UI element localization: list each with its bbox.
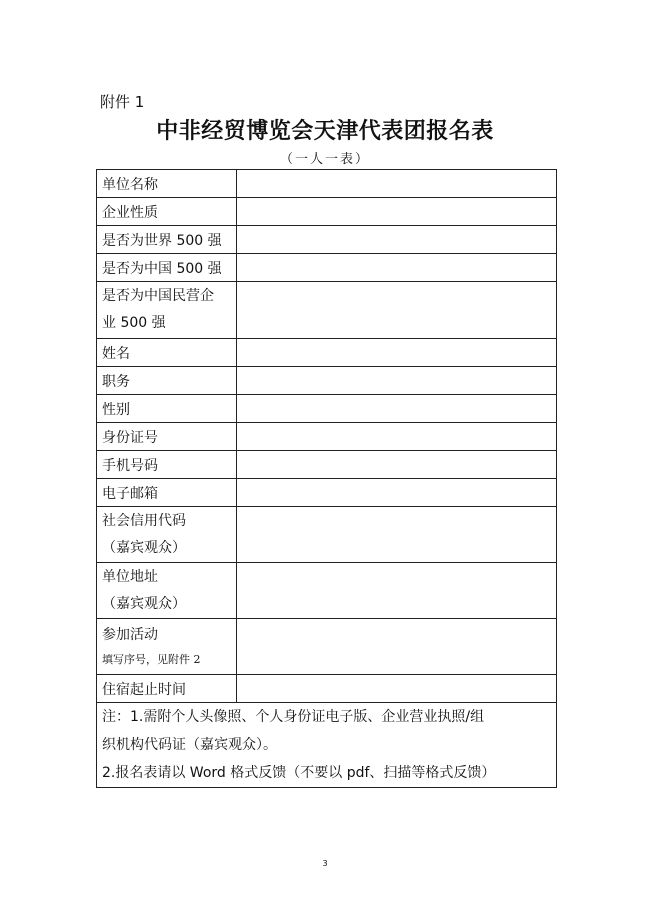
label-china-private-500-line1: 是否为中国民营企 <box>102 288 214 304</box>
form-row-id-number <box>97 423 557 451</box>
form-row-fortune-global-500 <box>97 226 557 254</box>
value-fortune-global-500[interactable] <box>237 226 557 254</box>
note-line-3: 2.报名表请以 Word 格式反馈（不要以 pdf、扫描等格式反馈） <box>102 765 496 781</box>
value-company-name[interactable] <box>237 170 557 198</box>
label-name: 姓名 <box>97 339 237 367</box>
label-company-address-line2: （嘉宾观众） <box>102 595 186 612</box>
form-row-enterprise-type <box>97 198 557 226</box>
value-china-500[interactable] <box>237 254 557 282</box>
value-accommodation-dates[interactable] <box>237 675 557 703</box>
form-row-mobile <box>97 451 557 479</box>
label-company-address-line1: 单位地址 <box>102 568 158 585</box>
value-position[interactable] <box>237 367 557 395</box>
value-id-number[interactable] <box>237 423 557 451</box>
label-gender: 性别 <box>97 395 237 423</box>
form-row-china-500 <box>97 254 557 282</box>
form-row-activities <box>97 619 557 675</box>
attachment-label: 附件 1 <box>100 93 145 111</box>
form-row-china-private-500 <box>97 282 557 339</box>
label-china-500: 是否为中国 500 强 <box>97 254 237 282</box>
label-email: 电子邮箱 <box>97 479 237 507</box>
note-line-2: 织机构代码证（嘉宾观众）。 <box>102 737 277 753</box>
form-row-notes <box>97 703 557 788</box>
form-subtitle: （一人一表） <box>279 152 370 167</box>
label-fortune-global-500: 是否为世界 500 强 <box>97 226 237 254</box>
value-mobile[interactable] <box>237 451 557 479</box>
page-number: 3 <box>322 859 328 868</box>
label-accommodation-dates: 住宿起止时间 <box>97 675 237 703</box>
value-enterprise-type[interactable] <box>237 198 557 226</box>
form-title: 中非经贸博览会天津代表团报名表 <box>156 118 494 144</box>
label-credit-code-line1: 社会信用代码 <box>102 512 186 529</box>
form-row-credit-code <box>97 507 557 563</box>
label-credit-code <box>97 507 237 563</box>
label-activities-hint: 填写序号，见附件 2 <box>102 653 201 666</box>
notes-cell <box>97 703 557 788</box>
registration-form-table <box>96 169 557 788</box>
value-company-address[interactable] <box>237 563 557 619</box>
label-activities <box>97 619 237 675</box>
label-position: 职务 <box>97 367 237 395</box>
label-company-name: 单位名称 <box>97 170 237 198</box>
form-row-accommodation-dates <box>97 675 557 703</box>
form-row-position <box>97 367 557 395</box>
label-enterprise-type: 企业性质 <box>97 198 237 226</box>
label-credit-code-line2: （嘉宾观众） <box>102 539 186 556</box>
form-row-company-address <box>97 563 557 619</box>
value-activities[interactable] <box>237 619 557 675</box>
label-company-address <box>97 563 237 619</box>
label-id-number: 身份证号 <box>97 423 237 451</box>
value-credit-code[interactable] <box>237 507 557 563</box>
label-activities-line1: 参加活动 <box>102 627 158 643</box>
value-china-private-500[interactable] <box>237 282 557 339</box>
form-row-name <box>97 339 557 367</box>
value-email[interactable] <box>237 479 557 507</box>
label-mobile: 手机号码 <box>97 451 237 479</box>
value-name[interactable] <box>237 339 557 367</box>
form-row-email <box>97 479 557 507</box>
value-gender[interactable] <box>237 395 557 423</box>
note-line-1: 注：1.需附个人头像照、个人身份证电子版、企业营业执照/组 <box>102 709 485 725</box>
form-row-gender <box>97 395 557 423</box>
form-row-company-name <box>97 170 557 198</box>
label-china-private-500-line2: 业 500 强 <box>102 315 166 331</box>
label-china-private-500 <box>97 282 237 339</box>
